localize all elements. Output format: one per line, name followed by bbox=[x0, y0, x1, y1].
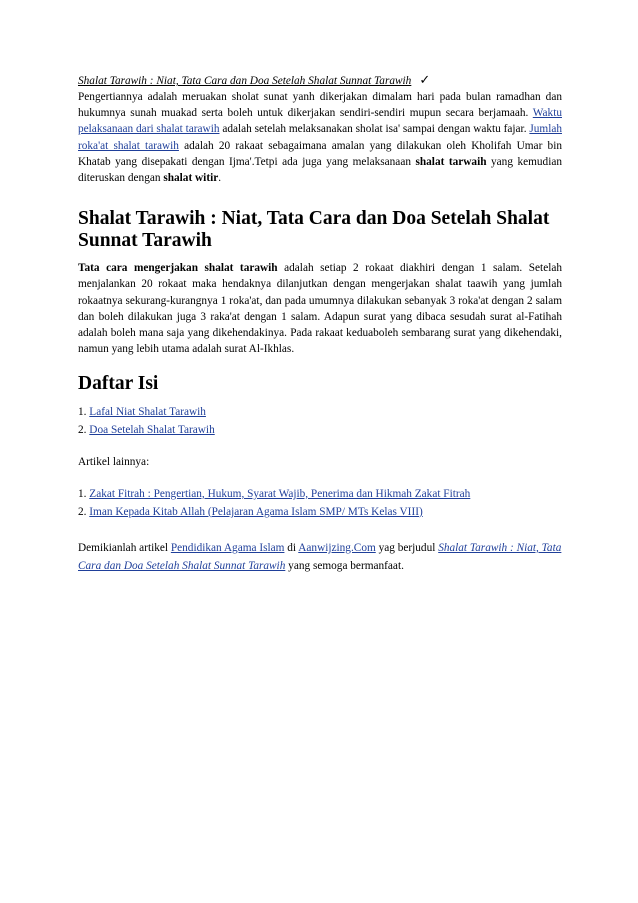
main-text-1: adalah setiap 2 rokaat diakhiri dengan 1 salam. Setelah menjalankan 20 rokaat maka hendaknya dilanjutkan dengan mengerjakan shalat taawih yang jumlah rokaatnya sekurang-kurangnya 1 roka'at, dan pada umumnya dilakukan sebanyak 3 roka'at dengan 2 salam dan boleh dilakukan juga 3 raka'at dengan 1 salam. Adapun surat yang dibaca sesudah surat al-Fatihah adalah boleh mana saja yang dikehendakinya. Pada rakaat keduaboleh sembarang surat yang dikehendaki, namun yang lebih utama adalah surat Al-Ikhlas. bbox=[78, 262, 563, 356]
toc-list bbox=[78, 403, 562, 439]
toc-item-number: 1. bbox=[78, 406, 90, 419]
intro-text-1: Pengertiannya adalah meruakan sholat sunat yanh dikerjakan dimalam hari pada bulan ramadhan dan hukumnya sunah muakad serta boleh untuk dikerjakan sendiri-sendiri mupun secara berjamaah. bbox=[78, 91, 562, 120]
intro-bold-shalat-tarwaih: shalat tarwaih bbox=[415, 155, 487, 168]
article-content bbox=[78, 72, 562, 575]
check-icon: ✓ bbox=[419, 72, 431, 87]
intro-bold-shalat-witir: shalat witir bbox=[163, 172, 219, 185]
related-item bbox=[78, 503, 562, 521]
closing-text-3: yag berjudul bbox=[375, 541, 439, 554]
toc-heading: Daftar Isi bbox=[78, 373, 159, 395]
link-pendidikan-agama-islam[interactable]: Pendidikan Agama Islam bbox=[170, 541, 285, 554]
link-waktu-pelaksanaan[interactable]: Waktu pelaksanaan dari shalat tarawih bbox=[78, 107, 562, 136]
main-heading: Shalat Tarawih : Niat, Tata Cara dan Doa Setelah Shalat Sunnat Tarawih bbox=[78, 208, 550, 252]
related-link-iman-kitab[interactable]: Iman Kepada Kitab Allah (Pelajaran Agama Islam SMP/ MTs Kelas VIII) bbox=[89, 505, 423, 518]
related-item-number: 2. bbox=[78, 505, 90, 518]
intro-paragraph bbox=[78, 89, 562, 186]
link-jumlah-rokaat[interactable]: Jumlah roka'at shalat tarawih bbox=[78, 123, 562, 152]
related-list bbox=[78, 485, 562, 521]
toc-item bbox=[78, 403, 562, 421]
intro-text-5: . bbox=[218, 172, 222, 185]
toc-link-doa-setelah[interactable]: Doa Setelah Shalat Tarawih bbox=[89, 424, 215, 437]
intro-title: Shalat Tarawih : Niat, Tata Cara dan Doa Setelah Shalat Sunnat Tarawih bbox=[78, 75, 412, 87]
intro-text-2: adalah setelah melaksanakan sholat isa' sampai dengan waktu fajar. bbox=[219, 123, 530, 136]
closing-text-4: yang semoga bermanfaat. bbox=[285, 559, 404, 572]
toc-item bbox=[78, 421, 562, 439]
related-label: Artikel lainnya: bbox=[78, 456, 150, 469]
intro-text-3: adalah 20 rakaat sebagaimana amalan yang dilakukan oleh Kholifah Umar bin Khatab yang disepakati dengan Ijma'.Tetpi ada juga yang melaksanaan bbox=[78, 139, 562, 168]
closing-text-2: di bbox=[284, 541, 299, 554]
link-article-title[interactable]: Shalat Tarawih : Niat, Tata Cara dan Doa Setelah Shalat Sunnat Tarawih bbox=[78, 541, 562, 572]
intro-title-line bbox=[78, 72, 562, 89]
related-item bbox=[78, 485, 562, 503]
main-bold-tata-cara: Tata cara mengerjakan shalat tarawih bbox=[78, 262, 278, 275]
related-item-number: 1. bbox=[78, 487, 90, 500]
link-aanwijzing[interactable]: Aanwijzing.Com bbox=[298, 541, 376, 554]
closing-text-1: Demikianlah artikel bbox=[78, 541, 171, 554]
closing-paragraph bbox=[78, 539, 562, 575]
toc-link-lafal-niat[interactable]: Lafal Niat Shalat Tarawih bbox=[89, 406, 206, 419]
related-link-zakat-fitrah[interactable]: Zakat Fitrah : Pengertian, Hukum, Syarat Wajib, Penerima dan Hikmah Zakat Fitrah bbox=[89, 487, 471, 500]
toc-item-number: 2. bbox=[78, 424, 90, 437]
main-paragraph bbox=[78, 260, 562, 357]
intro-text-4: yang kemudian diteruskan dengan bbox=[78, 155, 563, 185]
